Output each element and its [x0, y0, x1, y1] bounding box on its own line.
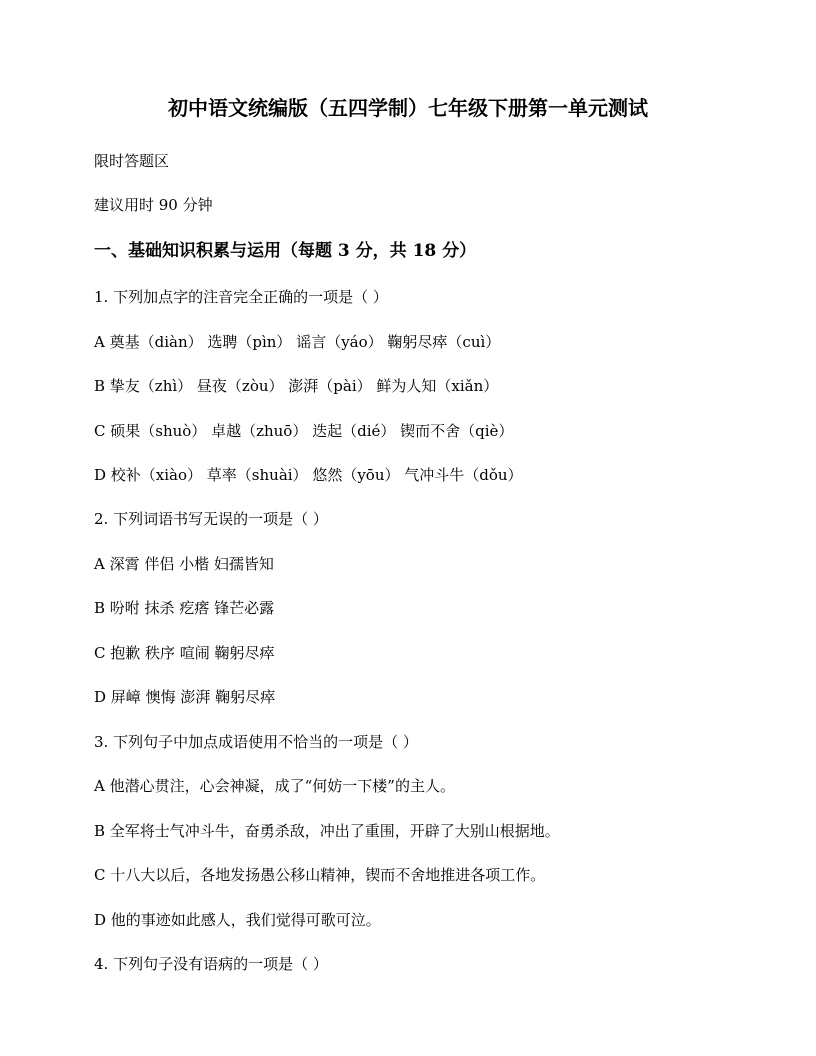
question-1-option-d: D 校补（xiào） 草率（shuài） 悠然（yōu） 气冲斗牛（dǒu） — [94, 466, 523, 484]
meta-suggested-time: 建议用时 90 分钟 — [94, 196, 213, 214]
question-2-option-c: C 抱歉 秩序 喧闹 鞠躬尽瘁 — [94, 644, 275, 662]
question-3-option-b: B 全军将士气冲斗牛，奋勇杀敌，冲出了重围，开辟了大别山根据地。 — [94, 822, 560, 840]
question-1-option-c: C 硕果（shuò） 卓越（zhuō） 迭起（dié） 锲而不舍（qiè） — [94, 422, 514, 440]
document-title: 初中语文统编版（五四学制）七年级下册第一单元测试 — [168, 96, 648, 120]
question-1-option-a: A 奠基（diàn） 选聘（pìn） 谣言（yáo） 鞠躬尽瘁（cuì） — [94, 333, 501, 351]
question-2-option-b: B 吩咐 抹杀 疙瘩 锋芒必露 — [94, 599, 275, 617]
question-3-option-c: C 十八大以后，各地发扬愚公移山精神，锲而不舍地推进各项工作。 — [94, 866, 546, 884]
question-2-option-d: D 屏嶂 懊悔 澎湃 鞠躬尽瘁 — [94, 688, 276, 706]
meta-time-limit: 限时答题区 — [94, 152, 170, 170]
question-1-option-b: B 挚友（zhì） 昼夜（zòu） 澎湃（pài） 鲜为人知（xiǎn） — [94, 377, 499, 395]
question-2-stem: 2. 下列词语书写无误的一项是（ ） — [94, 510, 328, 528]
question-1-stem: 1. 下列加点字的注音完全正确的一项是（ ） — [94, 288, 388, 306]
question-3-stem: 3. 下列句子中加点成语使用不恰当的一项是（ ） — [94, 733, 418, 751]
question-3-option-d: D 他的事迹如此感人，我们觉得可歌可泣。 — [94, 911, 381, 929]
section-heading: 一、基础知识积累与运用（每题 3 分，共 18 分） — [94, 241, 477, 261]
question-4-stem: 4. 下列句子没有语病的一项是（ ） — [94, 955, 328, 973]
question-3-option-a: A 他潜心贯注，心会神凝，成了“何妨一下楼”的主人。 — [94, 777, 455, 795]
question-2-option-a: A 深霄 伴侣 小楷 妇孺皆知 — [94, 555, 274, 573]
